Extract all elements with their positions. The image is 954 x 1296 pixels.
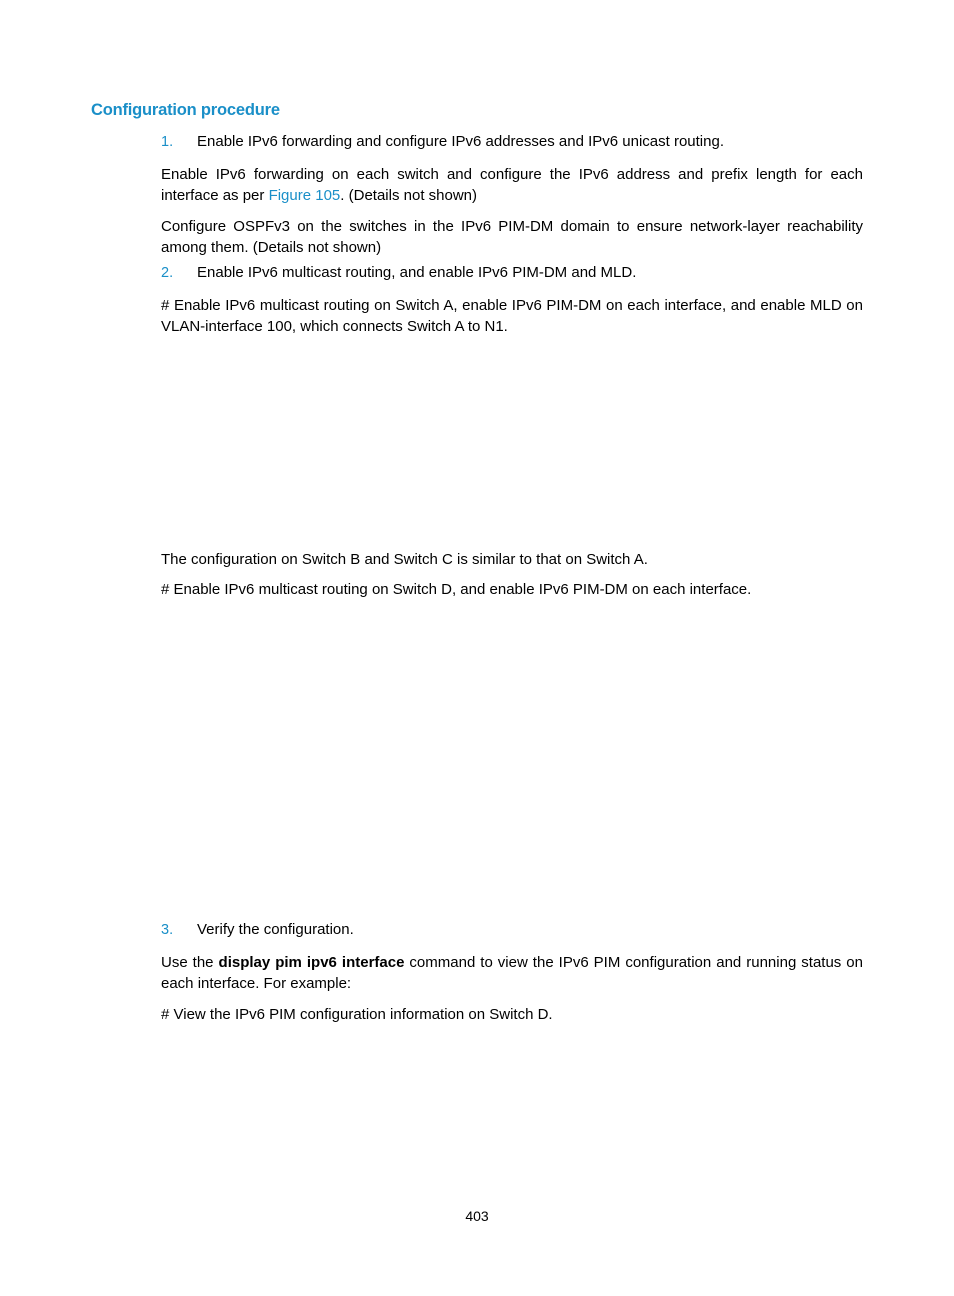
paragraph-display-command bbox=[161, 952, 863, 994]
paragraph-text: Use the bbox=[161, 954, 219, 971]
step-2-number: 2. bbox=[161, 265, 174, 281]
step-2-text: Enable IPv6 multicast routing, and enable IPv6 PIM-DM and MLD. bbox=[197, 264, 637, 281]
step-1-text: Enable IPv6 forwarding and configure IPv6 addresses and IPv6 unicast routing. bbox=[197, 133, 724, 150]
paragraph-text: Enable IPv6 forwarding on each switch and configure the IPv6 address and prefix length for each interface as per bbox=[161, 166, 863, 204]
paragraph-ipv6-forwarding bbox=[161, 164, 863, 206]
paragraph-text-end: command to view the IPv6 PIM configuration and running status on each interface. For example: bbox=[161, 954, 863, 992]
page-number: 403 bbox=[465, 1208, 489, 1224]
step-3-text: Verify the configuration. bbox=[197, 921, 354, 938]
paragraph-switch-a: # Enable IPv6 multicast routing on Switch A, enable IPv6 PIM-DM on each interface, and enable MLD on VLAN-interface 100, which connects Switch A to N1. bbox=[161, 297, 863, 335]
paragraph-ospfv3: Configure OSPFv3 on the switches in the IPv6 PIM-DM domain to ensure network-layer reachability among them. (Details not shown) bbox=[161, 218, 863, 256]
paragraph-switch-b-c: The configuration on Switch B and Switch C is similar to that on Switch A. bbox=[161, 551, 648, 568]
step-1-number: 1. bbox=[161, 134, 174, 150]
command-name: display pim ipv6 interface bbox=[218, 954, 405, 971]
paragraph-text-end: . (Details not shown) bbox=[340, 187, 478, 204]
section-heading: Configuration procedure bbox=[91, 101, 280, 119]
step-3 bbox=[161, 921, 173, 938]
figure-105-link[interactable]: Figure 105 bbox=[268, 187, 341, 204]
step-3-number: 3. bbox=[161, 922, 174, 938]
step-2 bbox=[161, 264, 173, 281]
step-1 bbox=[161, 133, 173, 150]
paragraph-switch-d: # Enable IPv6 multicast routing on Switch D, and enable IPv6 PIM-DM on each interface. bbox=[161, 581, 752, 598]
paragraph-view-switch-d: # View the IPv6 PIM configuration information on Switch D. bbox=[161, 1006, 553, 1023]
